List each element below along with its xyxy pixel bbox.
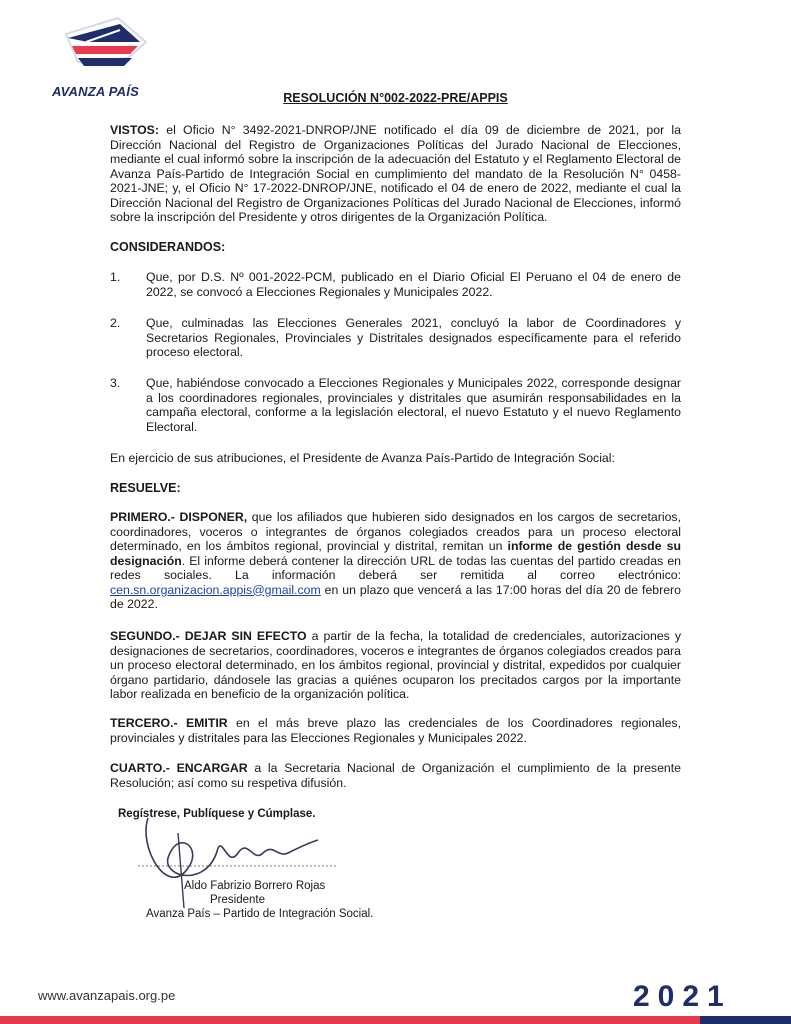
ejercicio-paragraph: En ejercicio de sus atribuciones, el Presidente de Avanza País-Partido de Integración Social: <box>110 451 615 465</box>
primero-text: que los afiliados que hubieren sido designados en los cargos de secretarios, coordinadores, voceros o integrantes de órganos colegiados creados para un proceso electoral determinado, en los ámbitos regional, provincial y distrital, remitan un <box>110 510 681 553</box>
signature-block <box>108 800 374 920</box>
signer-org: Avanza País – Partido de Integración Social. <box>146 908 374 920</box>
footer-red-bar <box>0 1016 700 1024</box>
item-number: 1. <box>110 270 121 284</box>
vistos-paragraph <box>110 123 681 225</box>
item-text: Que, habiéndose convocado a Elecciones Regionales y Municipales 2022, corresponde designar a los coordinadores regionales, provinciales y distritales que asumirán responsabilidades en la campaña electoral, conforme a la legislación electoral, el nuevo Estatuto y el nuevo Reglamento Electoral. <box>146 376 681 434</box>
signer-role: Presidente <box>210 894 265 906</box>
item-number: 2. <box>110 316 121 330</box>
tercero-paragraph <box>110 716 681 745</box>
vistos-text: el Oficio N° 3492-2021-DNROP/JNE notificado el día 09 de diciembre de 2021, por la Dirección Nacional del Registro de Organizaciones Políticas del Jurado Nacional de Elecciones, mediante el cual informó sobre la inscripción de la adecuación del Estatuto y el Reglamento Electoral de Avanza País-Partido de Integración Social en cumplimiento del mandato de la Resolución N° 0458-2021-JNE; y, el Oficio N° 17-2022-DNROP/JNE, notificado el 04 de enero de 2022, mediante el cual la Dirección Nacional del Registro de Organizaciones Políticas del Jurado Nacional de Elecciones, informó sobre la inscripción del Presidente y otros dirigentes de la Organización Política. <box>110 123 681 224</box>
footer-blue-bar <box>700 1016 791 1024</box>
item-number: 3. <box>110 376 121 390</box>
primero-label: PRIMERO.- DISPONER, <box>110 510 248 524</box>
resuelve-heading: RESUELVE: <box>110 481 181 495</box>
footer-year: 2021 <box>633 980 732 1013</box>
primero-paragraph <box>110 510 681 612</box>
item-text: Que, por D.S. Nº 001-2022-PCM, publicado en el Diario Oficial El Peruano el 04 de enero de 2022, se convocó a Elecciones Regionales y Municipales 2022. <box>146 270 681 299</box>
primero-text-continued: . El informe deberá contener la dirección URL de todas las cuentas del partido creadas en redes sociales. La información deberá ser remitida al correo electrónico: <box>110 553 681 582</box>
signer-name: Aldo Fabrizio Borrero Rojas <box>184 880 326 892</box>
segundo-label: SEGUNDO.- DEJAR SIN EFECTO <box>110 629 307 643</box>
primero-bold-text: informe de gestión desde su designación <box>110 539 681 568</box>
considerandos-heading: CONSIDERANDOS: <box>110 240 226 254</box>
logo-emblem-icon <box>58 12 153 78</box>
segundo-text: a partir de la fecha, la totalidad de credenciales, autorizaciones y designaciones de secretarios, coordinadores, voceros e integrantes de órganos colegiados creados para un proceso electoral determinado, en los ámbitos regional, provincial y distrital, expedidos por cualquier órgano partidario, dándosele las gracias a quiénes ocuparon los precitados cargos por la importante labor realizada en beneficio de la organización política. <box>110 629 681 701</box>
party-logo <box>52 12 162 99</box>
email-link[interactable]: cen.sn.organizacion.appis@gmail.com <box>110 582 321 597</box>
segundo-paragraph <box>110 629 681 702</box>
closing-formula: Regístrese, Publíquese y Cúmplase. <box>118 808 316 820</box>
website-link[interactable]: www.avanzapais.org.pe <box>38 988 176 1003</box>
cuarto-paragraph <box>110 761 681 790</box>
vistos-label: VISTOS: <box>110 123 159 137</box>
tercero-label: TERCERO.- EMITIR <box>110 716 228 730</box>
cuarto-text: a la Secretaria Nacional de Organización el cumplimiento de la presente Resolución; así como su respetiva difusión. <box>110 761 681 790</box>
item-text: Que, culminadas las Elecciones Generales 2021, concluyó la labor de Coordinadores y Secretarios Regionales, Provinciales y Distritales designados específicamente para el referido proceso electoral. <box>146 316 681 359</box>
document-title: RESOLUCIÓN N°002-2022-PRE/APPIS <box>283 91 508 105</box>
tercero-text: en el más breve plazo las credenciales de los Coordinadores regionales, provinciales y distritales para las Elecciones Regionales y Municipales 2022. <box>110 716 681 745</box>
cuarto-label: CUARTO.- ENCARGAR <box>110 761 248 775</box>
primero-text-end: en un plazo que vencerá a las 17:00 horas del día 20 de febrero de 2022. <box>110 582 681 611</box>
org-name: AVANZA PAÍS <box>52 84 139 99</box>
